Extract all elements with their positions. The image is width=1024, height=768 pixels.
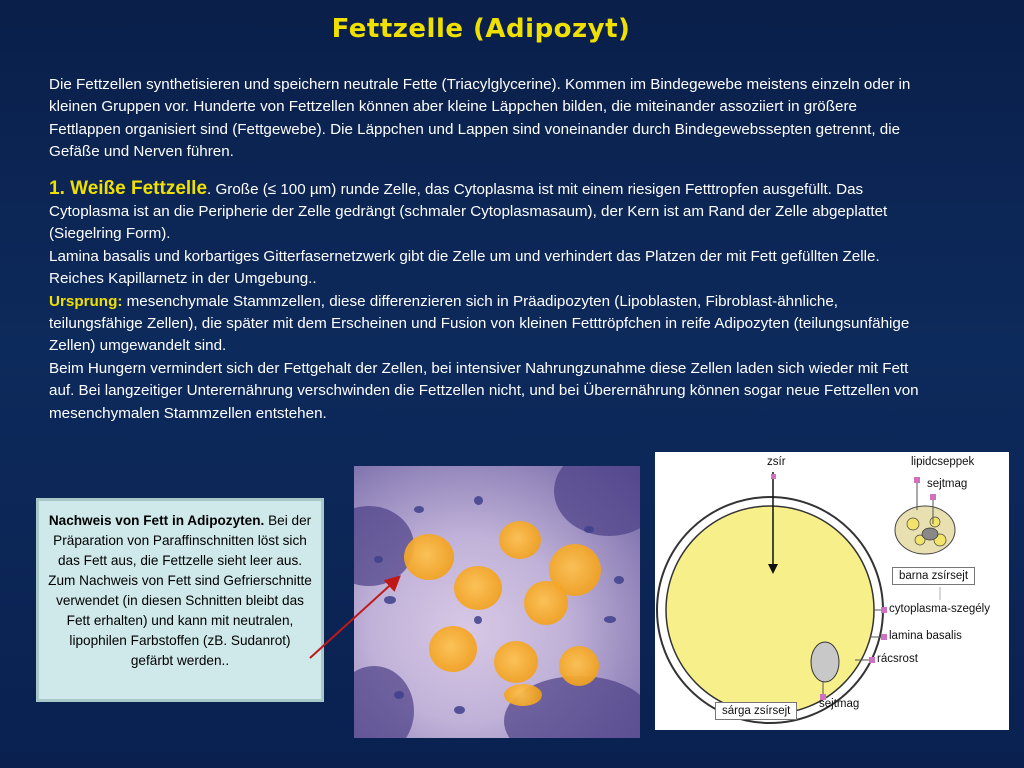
- label-sarga-zsirsejt: sárga zsírsejt: [715, 702, 797, 720]
- fat-cell-diagram: [655, 452, 1009, 730]
- origin-text: mesenchymale Stammzellen, diese differenzieren sich in Präadipozyten (Lipoblasten, Fibroblast-ähnliche, teilungsfähige Zellen), die später mit dem Erscheinen und Fusion von kleinen Fetttröpfchen in reife Adipozyten (teilungsunfähige Zellen) umgewandelt sind.: [49, 292, 910, 355]
- label-sejtmag-bottom: sejtmag: [819, 698, 860, 710]
- lamina-paragraph: Lamina basalis und korbartiges Gitterfasernetzwerk gibt die Zelle um und verhindert das Platzen der mit Fett gefüllten Zelle.: [49, 247, 880, 265]
- note-heading: Nachweis von Fett in Adipozyten.: [48, 513, 265, 528]
- white-fat-description: . Große (≤ 100 µm) runde Zelle, das Cytoplasma ist mit einem riesigen Fetttropfen ausgefüllt. Das Cytoplasma ist an die Peripherie der Zelle gedrängt (schmaler Cytoplasmasaum), der Kern ist am Rand der Zelle abgeplattet (Siegelring Form).: [49, 180, 888, 243]
- label-racsrost: rácsrost: [877, 653, 918, 665]
- intro-paragraph: Die Fettzellen synthetisieren und speichern neutrale Fette (Triacylglycerine). Kommen im Bindegewebe meistens einzeln oder in kleinen Gruppen vor. Hunderte von Fettzellen können aber kleine Läppchen bilden, die miteinander assoziiert in größere Fettlappen organisiert sind (Fettgewebe). Die Läppchen und Lappen sind voneinander durch Bindegewebssepten getrennt, die Gefäße und Nerven führen.: [49, 76, 911, 161]
- capillary-paragraph: Reiches Kapillarnetz in der Umgebung..: [49, 270, 317, 288]
- hunger-paragraph: Beim Hungern vermindert sich der Fettgehalt der Zellen, bei intensiver Nahrungzunahme diese Zellen laden sich wieder mit Fett auf. Bei langzeitiger Unterernährung verschwinden die Fettzellen nicht, und bei Überernährung können sogar neue Fettzellen von mesenchymalen Stammzellen entstehen.: [49, 359, 919, 422]
- label-lamina-basalis: lamina basalis: [889, 630, 962, 642]
- label-sejtmag-top: sejtmag: [927, 478, 968, 490]
- origin-paragraph: [49, 291, 929, 358]
- pointer-arrow-icon: [300, 570, 410, 670]
- label-barna-zsirsejt: barna zsírsejt: [892, 567, 975, 585]
- label-cytoplasma: cytoplasma-szegély: [889, 603, 990, 615]
- origin-label: Ursprung:: [49, 292, 123, 310]
- fat-detection-note: [36, 498, 324, 702]
- main-text: [49, 74, 929, 425]
- label-lipidcseppek: lipidcseppek: [911, 456, 975, 468]
- white-fat-heading: 1. Weiße Fettzelle: [49, 177, 208, 199]
- white-fat-paragraph: [49, 178, 929, 246]
- note-text: Bei der Präparation von Paraffinschnitten löst sich das Fett aus, die Fettzelle sieht leer aus. Zum Nachweis von Fett sind Gefrierschnitte verwendet (in diesen Schnitten bleibt das Fett erhalten) und kann mit neutralen, lipophilen Farbstoffen (zB. Sudanrot) gefärbt werden..: [48, 513, 312, 668]
- page-title: Fettzelle (Adipozyt): [331, 14, 631, 44]
- diagram-drawing: [655, 452, 1009, 730]
- label-zsir: zsír: [767, 456, 786, 468]
